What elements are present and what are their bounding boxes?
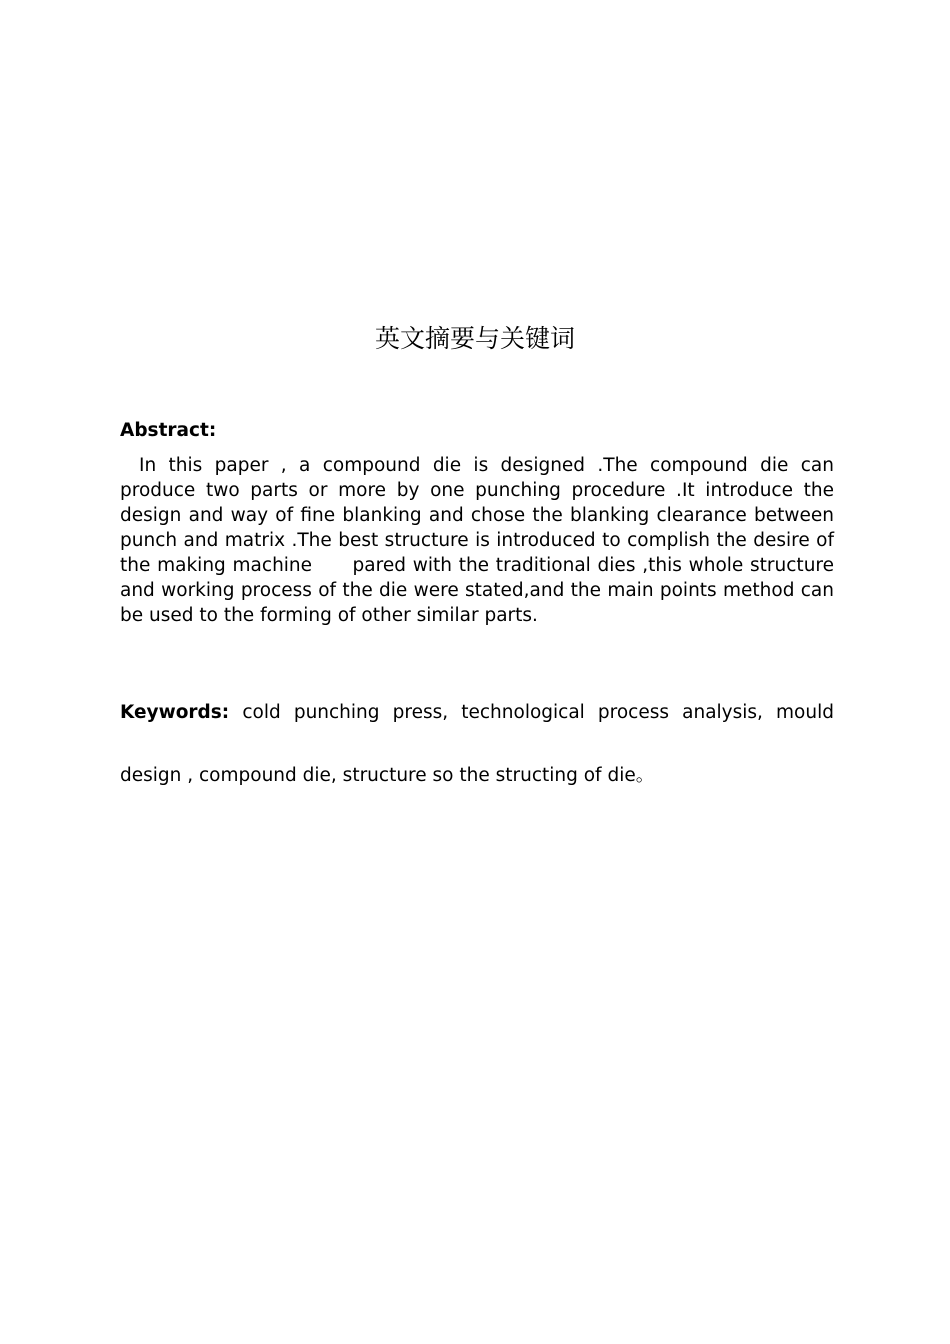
keywords-line-1 (120, 700, 834, 725)
keywords-label: Keywords: (120, 702, 230, 723)
keywords-text-1: cold punching press, technological process analysis, mould (242, 702, 834, 723)
page-title: 英文摘要与关键词 (374, 324, 575, 353)
keywords-line-2: design , compound die, structure so the structing of die。 (120, 765, 655, 786)
abstract-text: In this paper , a compound die is designed .The compound die can produce two parts or more by one punching procedure .It introduce the design and way of fine blanking and chose the blanking clearance between punch and matrix .The best structure is introduced to complish the desire of the making machine pared with the traditional dies ,this whole structure and working process of the die were stated,and the main points method can be used to the forming of other similar parts. (120, 455, 840, 626)
abstract-body (120, 453, 840, 628)
abstract-label: Abstract: (120, 420, 217, 441)
